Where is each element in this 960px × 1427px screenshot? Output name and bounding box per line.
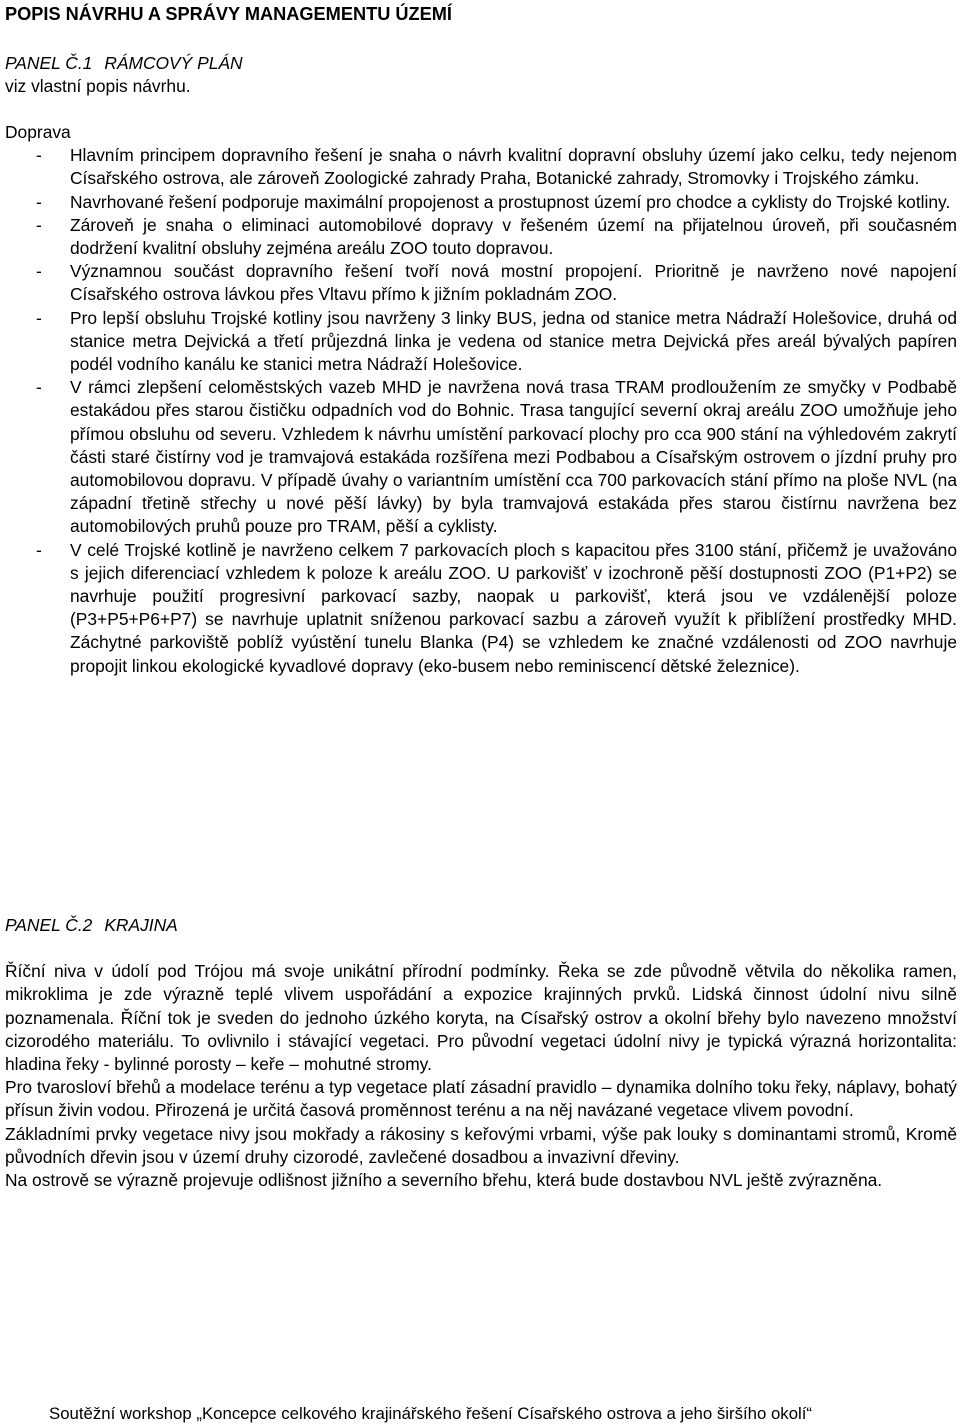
- bullet-dash: -: [36, 191, 42, 212]
- document-page: [5, 3, 957, 678]
- list-item-text: Hlavním principem dopravního řešení je snaha o návrh kvalitní dopravní obsluhy území jako celku, tedy nejenom Císařského ostrova, ale zároveň Zoologické zahrady Praha, Botanické zahrady, Stromovky i Trojského zámku.: [70, 145, 957, 189]
- doprava-title: Doprava: [5, 121, 71, 142]
- list-item: [5, 539, 957, 678]
- list-item-text: Navrhované řešení podporuje maximální propojenost a prostupnost území pro chodce a cyklisty do Trojské kotliny.: [70, 191, 951, 212]
- list-item-text: Zároveň je snaha o eliminaci automobilové dopravy v řešeném území na přijatelnou úroveň, při současném dodržení kvalitní obsluhy zejména areálu ZOO touto dopravou.: [70, 214, 957, 258]
- panel1-name: RÁMCOVÝ PLÁN: [104, 52, 243, 73]
- doprava-list: [5, 144, 957, 678]
- panel1-number: PANEL Č.1: [5, 52, 93, 73]
- list-item: [5, 376, 957, 538]
- page-footer: Soutěžní workshop „Koncepce celkového krajinářského řešení Císařského ostrova a jeho širšího okolí“: [49, 1404, 813, 1423]
- panel2-section: [5, 914, 957, 1192]
- list-item-text: Významnou součást dopravního řešení tvoří nová mostní propojení. Prioritně je navrženo nové napojení Císařského ostrova lávkou přes Vltavu přímo k jižním pokladnám ZOO.: [70, 261, 957, 305]
- list-item: [5, 191, 957, 214]
- document-title: POPIS NÁVRHU A SPRÁVY MANAGEMENTU ÚZEMÍ: [5, 4, 452, 24]
- bullet-dash: -: [36, 145, 42, 166]
- paragraph: Na ostrově se výrazně projevuje odlišnost jižního a severního břehu, která bude dostavbou NVL ještě zvýrazněna.: [5, 1170, 883, 1191]
- list-item: [5, 307, 957, 377]
- bullet-dash: -: [36, 539, 42, 560]
- bullet-dash: -: [36, 377, 42, 398]
- list-item-text: Pro lepší obsluhu Trojské kotliny jsou navrženy 3 linky BUS, jedna od stanice metra Nádraží Holešovice, druhá od stanice metra Dejvická a třetí průjezdná linka je vedena od stanice metra Dejvická přes areál bývalých papíren podél vodního kanálu ke stanici metra Nádraží Holešovice.: [70, 307, 957, 374]
- panel2-name: KRAJINA: [104, 915, 178, 935]
- list-item: [5, 214, 957, 260]
- list-item-text: V celé Trojské kotlině je navrženo celkem 7 parkovacích ploch s kapacitou přes 3100 stání, přičemž je uvažováno s jejich diferenciací vzhledem k poloze k areálu ZOO. U parkovišť v izochroně pěší dostupnosti ZOO (P1+P2) se navrhuje použití progresivní parkovací sazby, naopak u parkovišť, která jsou ve vzdálenější poloze (P3+P5+P6+P7) se navrhuje uplatnit sníženou parkovací sazbu a zároveň využít k přiblížení prostředky MHD. Záchytné parkoviště poblíž vyústění tunelu Blanka (P4) se vzhledem ke značné vzdálenosti od ZOO navrhuje propojit linkou ekologické kyvadlové dopravy (eko-busem nebo reminiscencí dětské železnice).: [70, 539, 957, 676]
- paragraph: Pro tvarosloví břehů a modelace terénu a typ vegetace platí zásadní pravidlo – dynamika dolního toku řeky, náplavy, bohatý přísun živin vodou. Přirozená je určitá časová proměnnost terénu a na něj navázané vegetace vlivem povodní.: [5, 1077, 957, 1121]
- bullet-dash: -: [36, 261, 42, 282]
- panel1-heading: [5, 52, 957, 75]
- list-item: [5, 260, 957, 306]
- list-item-text: V rámci zlepšení celoměstských vazeb MHD je navržena nová trasa TRAM prodloužením ze smyčky v Podbabě estakádou přes starou čističku odpadních vod do Bohnic. Trasa tangující severní okraj areálu ZOO umožňuje jeho přímou obsluhu od severu. Vzhledem k návrhu umístění parkovací plochy pro cca 900 stání na výhledovém zakrytí části staré čistírny vod je tramvajová estakáda rozšířena mezi Podbabou a Císařským ostrovem o jízdní pruhy pro automobilovou dopravu. V případě úvahy o variantním umístění cca 700 parkovacích stání přímo na ploše NVL (na západní třetině střechy u nové pěší lávky) by byla tramvajová estakáda přes starou čistírnu navržena bez automobilových pruhů pouze pro TRAM, pěší a cyklisty.: [70, 377, 957, 537]
- panel1-note: viz vlastní popis návrhu.: [5, 75, 191, 96]
- paragraph: Základními prvky vegetace nivy jsou mokřady a rákosiny s keřovými vrbami, výše pak louky s dominantami stromů, Kromě původních dřevin jsou v území druhy cizorodé, zavlečené dosadbou a invazivní dřeviny.: [5, 1123, 957, 1167]
- bullet-dash: -: [36, 214, 42, 235]
- panel2-body: [5, 960, 957, 1192]
- panel2-heading: [5, 914, 957, 937]
- list-item: [5, 144, 957, 190]
- panel2-number: PANEL Č.2: [5, 915, 93, 935]
- paragraph: Říční niva v údolí pod Trójou má svoje unikátní přírodní podmínky. Řeka se zde původně větvila do několika ramen, mikroklima je zde výrazně teplé vlivem uspořádání a expozice krajinných prvků. Lidská činnost údolní nivu silně poznamenala. Říční tok je sveden do jednoho úzkého koryta, na Císařský ostrov a okolní břehy bylo navezeno množství cizorodého materiálu. To ovlivnilo i stávající vegetaci. Pro původní vegetaci údolní nivy je typická výrazná horizontalita: hladina řeky - bylinné porosty – keře – mohutné stromy.: [5, 961, 957, 1075]
- bullet-dash: -: [36, 307, 42, 328]
